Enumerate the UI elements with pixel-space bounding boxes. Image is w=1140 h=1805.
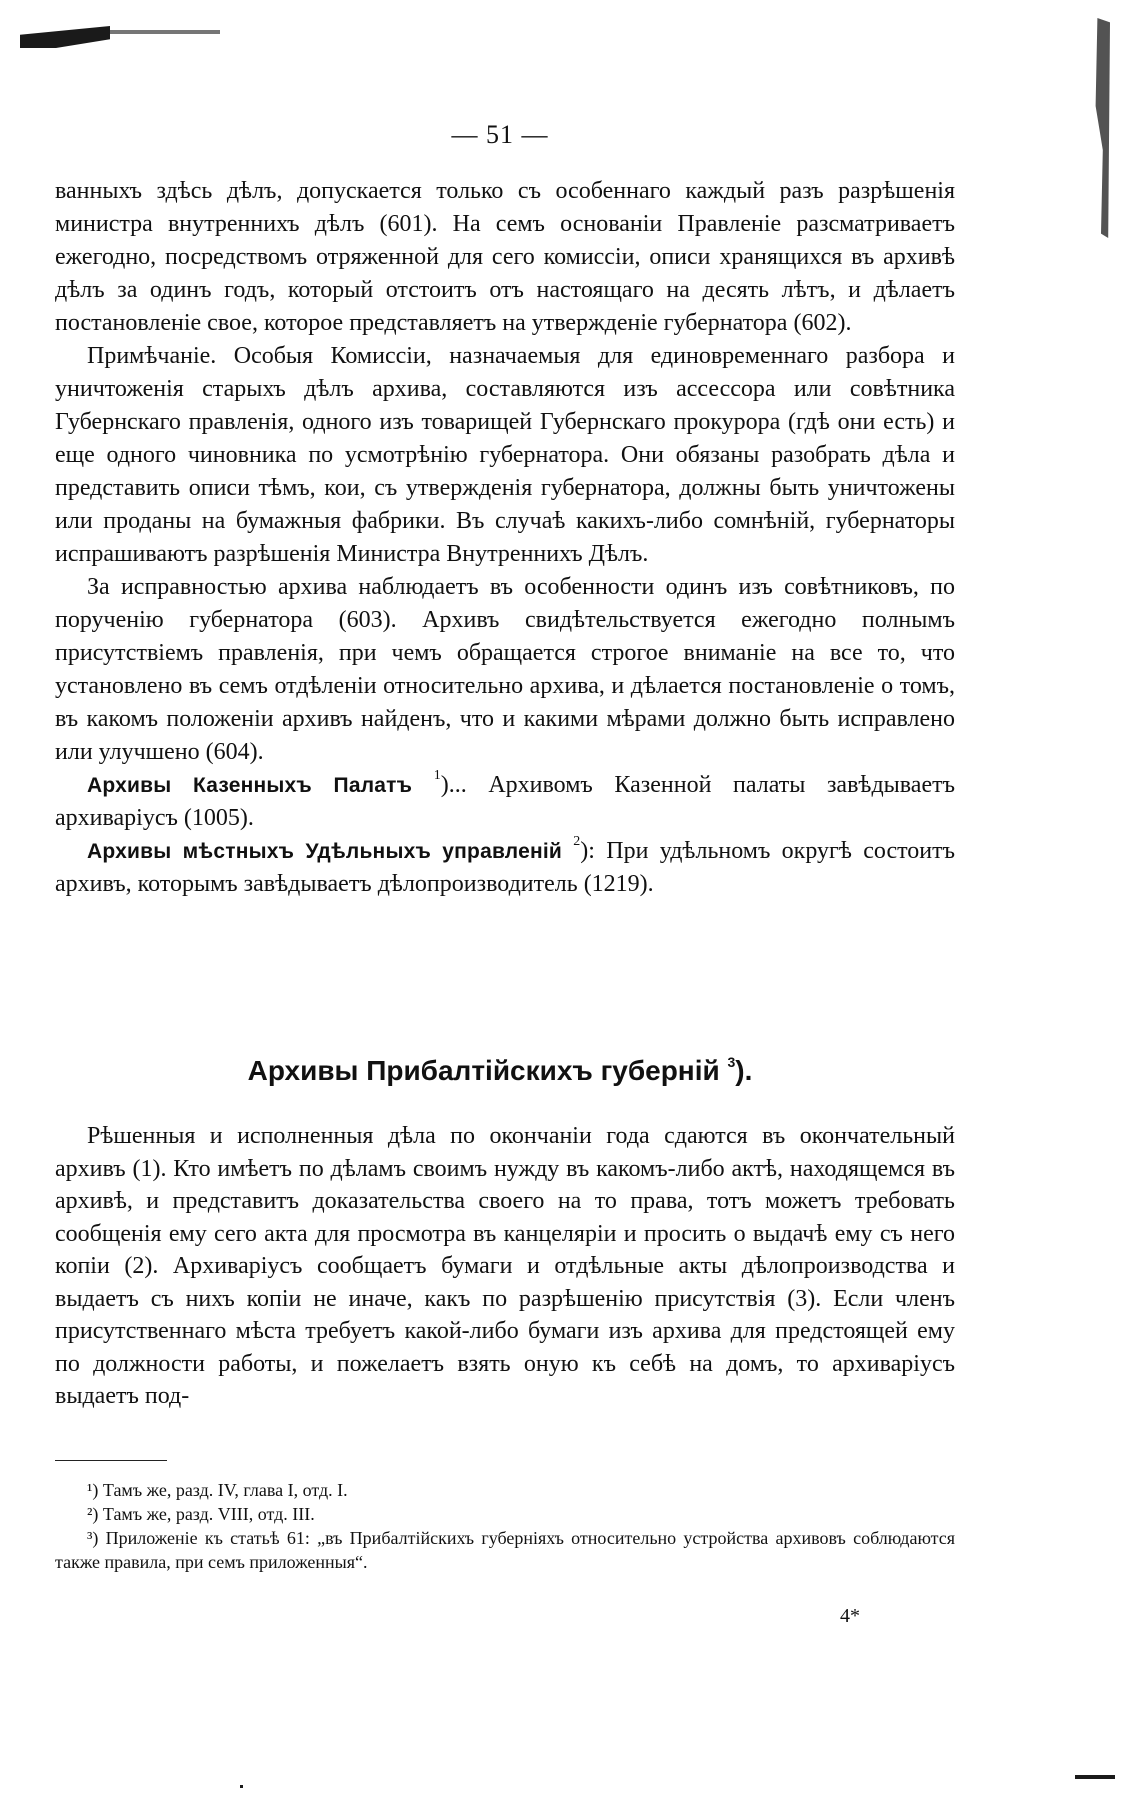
paragraph-appanage-archives (55, 835, 955, 901)
inline-heading-appanage: Архивы мѣстныхъ Удѣльныхъ управленій (87, 840, 562, 863)
paragraph-note: Примѣчаніе. Особыя Комиссіи, назначаемыя для единовременнаго разбора и уничтоженія старыхъ дѣлъ архива, составляются изъ ассессора или совѣтника Губернскаго правленія, одного изъ товарищей Губернскаго прокурора (гдѣ они есть) и еще одного чиновника по усмотрѣнію губернатора. Они обязаны разобрать дѣла и представить описи тѣмъ, кои, съ утвержденія губернатора, должны быть уничтожены или проданы на бумажныя фабрики. Въ случаѣ какихъ-либо сомнѣній, губернаторы испрашиваютъ разрѣшенія Министра Внутреннихъ Дѣлъ. (55, 343, 955, 567)
paragraph-text: ): При удѣльномъ округѣ состоитъ архивъ, которымъ завѣдываетъ дѣлопроизводитель (1219). (55, 838, 956, 897)
footnote-mark: ¹) (87, 1480, 99, 1500)
paragraph-treasury-archives (55, 769, 955, 835)
section-heading-tail: ). (735, 1055, 753, 1086)
main-text (55, 175, 955, 901)
scan-artifact (110, 30, 220, 34)
scan-artifact (20, 26, 110, 48)
footnote-3 (55, 1526, 955, 1574)
footnote-divider (55, 1460, 167, 1461)
paragraph-text: )... Архивомъ Казенной палаты завѣдываетъ архиваріусъ (1005). (55, 772, 955, 831)
footnote-text: Тамъ же, разд. IV, глава I, отд. I. (102, 1480, 348, 1500)
section-heading-text: Архивы Прибалтійскихъ губерній (247, 1055, 720, 1086)
footnote-mark: ³) (87, 1528, 99, 1548)
scan-artifact (240, 1785, 243, 1788)
section-body (55, 1120, 955, 1413)
footnote-text: Приложеніе къ статьѣ 61: „въ Прибалтійскихъ губерніяхъ относительно устройства архивовъ соблюдаются также правила, при семъ приложенныя“. (55, 1528, 956, 1572)
footnote-ref: 1 (433, 768, 441, 783)
section-paragraph: Рѣшенныя и исполненныя дѣла по окончаніи года сдаются въ окончательный архивъ (1). Кто имѣетъ по дѣламъ своимъ нужду въ какомъ-либо актѣ, находящемся въ архивѣ, и представитъ доказательства своего на то права, тотъ можетъ требовать сообщенія ему сего акта для просмотра въ канцеляріи и просить о выдачѣ ему съ него копіи (2). Архиваріусъ сообщаетъ бумаги и отдѣльные акты дѣлопроизводства и выдаетъ съ нихъ копіи не иначе, какъ по разрѣшенію присутствія (3). Если членъ присутственнаго мѣста требуетъ какой-либо бумаги изъ архива для предстоящей ему по должности работы, и пожелаетъ взять оную къ себѣ на домъ, то архиваріусъ выдаетъ под- (55, 1123, 955, 1409)
footnotes (55, 1478, 955, 1574)
footnote-1 (55, 1478, 955, 1502)
footnote-ref: 3 (727, 1054, 736, 1070)
footnote-ref: 2 (573, 834, 581, 849)
scan-artifact (1092, 18, 1110, 238)
signature-mark: 4* (840, 1605, 860, 1627)
footnote-text: Тамъ же, разд. VIII, отд. III. (102, 1504, 315, 1524)
paragraph-supervision: За исправностью архива наблюдаетъ въ особенности одинъ изъ совѣтниковъ, по порученію губернатора (603). Архивъ свидѣтельствуется ежегодно полнымъ присутствіемъ правленія, при чемъ обращается строгое вниманіе на все то, что установлено въ семъ отдѣленіи относительно архива, и дѣлается постановленіе о томъ, въ какомъ положеніи архивъ найденъ, что и какими мѣрами должно быть исправлено или улучшено (604). (55, 574, 955, 765)
scan-artifact (1075, 1775, 1115, 1779)
section-heading (0, 1055, 1000, 1087)
page-number: — 51 — (451, 120, 549, 149)
paragraph-continuation: ванныхъ здѣсь дѣлъ, допускается только съ особеннаго каждый разъ разрѣшенія министра внутреннихъ дѣлъ (601). На семъ основаніи Правленіе разсматриваетъ ежегодно, посредствомъ отряженной для сего комиссіи, описи хранящихся въ архивѣ дѣлъ за одинъ годъ, который отстоитъ отъ настоящаго на десять лѣтъ, и дѣлаетъ постановленіе свое, которое представляетъ на утвержденіе губернатора (602). (55, 178, 955, 336)
footnote-mark: ²) (87, 1504, 99, 1524)
inline-heading-treasury: Архивы Казенныхъ Палатъ (87, 774, 413, 797)
footnote-2 (55, 1502, 955, 1526)
